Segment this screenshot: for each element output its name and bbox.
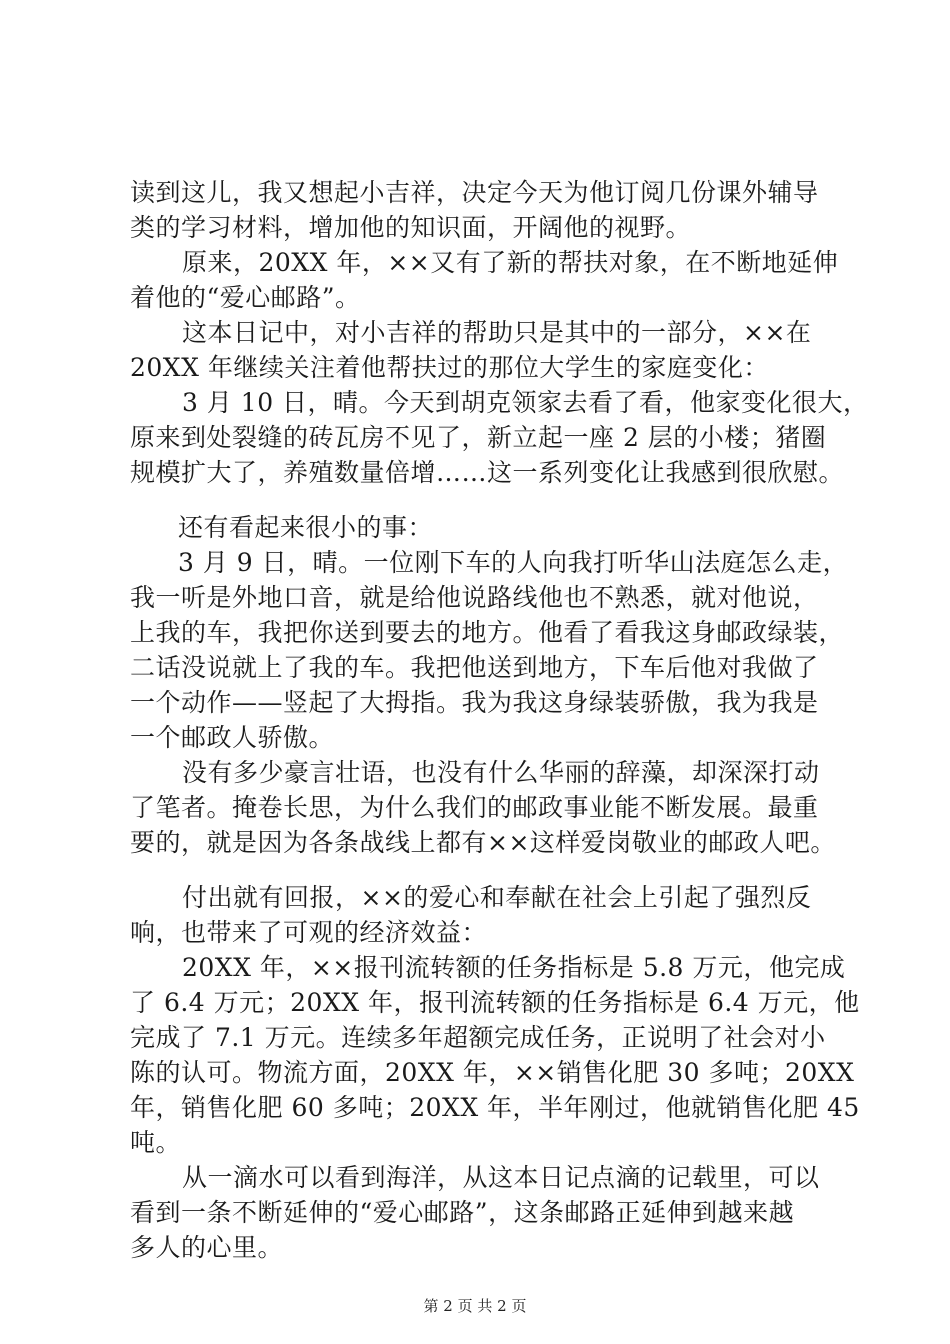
text-line: 3 月 10 日，晴。今天到胡克领家去看了看，他家变化很大，: [182, 388, 869, 417]
text-line: 20XX 年，××报刊流转额的任务指标是 5.8 万元，他完成: [182, 953, 846, 982]
text-line: 年，销售化肥 60 多吨；20XX 年，半年刚过，他就销售化肥 45: [130, 1093, 860, 1122]
text-line: 20XX 年继续关注着他帮扶过的那位大学生的家庭变化：: [130, 353, 769, 382]
text-line: 从一滴水可以看到海洋，从这本日记点滴的记载里，可以: [182, 1163, 820, 1192]
text-line: 了 6.4 万元；20XX 年，报刊流转额的任务指标是 6.4 万元，他: [130, 988, 860, 1017]
text-line: 类的学习材料，增加他的知识面，开阔他的视野。: [130, 213, 692, 242]
text-line: 上我的车，我把你送到要去的地方。他看了看我这身邮政绿装，: [130, 618, 845, 647]
text-line: 了笔者。掩卷长思，为什么我们的邮政事业能不断发展。最重: [130, 793, 819, 822]
text-line: 一个动作——竖起了大拇指。我为我这身绿装骄傲，我为我是: [130, 688, 819, 717]
page-footer: 第 2 页 共 2 页: [423, 1297, 527, 1315]
text-line: 这本日记中，对小吉祥的帮助只是其中的一部分，××在: [182, 318, 812, 347]
text-line: 我一听是外地口音，就是给他说路线他也不熟悉，就对他说，: [130, 583, 819, 612]
text-line: 陈的认可。物流方面，20XX 年，××销售化肥 30 多吨；20XX: [130, 1058, 855, 1087]
text-line: 要的，就是因为各条战线上都有××这样爱岗敬业的邮政人吧。: [130, 828, 836, 857]
text-line: 吨。: [130, 1128, 182, 1157]
text-line: 多人的心里。: [130, 1233, 284, 1262]
text-line: 付出就有回报，××的爱心和奉献在社会上引起了强烈反: [182, 883, 812, 912]
text-line: 一个邮政人骄傲。: [130, 723, 335, 752]
text-line: 原来，20XX 年，××又有了新的帮扶对象，在不断地延伸: [182, 248, 839, 277]
text-line: 着他的“爱心邮路”。: [130, 283, 361, 312]
text-line: 二话没说就上了我的车。我把他送到地方，下车后他对我做了: [130, 653, 819, 682]
text-line: 还有看起来很小的事：: [178, 513, 434, 542]
text-line: 看到一条不断延伸的“爱心邮路”，这条邮路正延伸到越来越: [130, 1198, 795, 1227]
text-line: 响，也带来了可观的经济效益：: [130, 918, 488, 947]
text-line: 3 月 9 日，晴。一位刚下车的人向我打听华山法庭怎么走，: [178, 548, 849, 577]
text-line: 原来到处裂缝的砖瓦房不见了，新立起一座 2 层的小楼；猪圈: [130, 423, 827, 452]
text-line: 规模扩大了，养殖数量倍增……这一系列变化让我感到很欣慰。: [130, 458, 845, 487]
text-line: 没有多少豪言壮语，也没有什么华丽的辞藻，却深深打动: [182, 758, 820, 787]
text-line: 读到这儿，我又想起小吉祥，决定今天为他订阅几份课外辅导: [130, 178, 819, 207]
text-line: 完成了 7.1 万元。连续多年超额完成任务，正说明了社会对小: [130, 1023, 826, 1052]
